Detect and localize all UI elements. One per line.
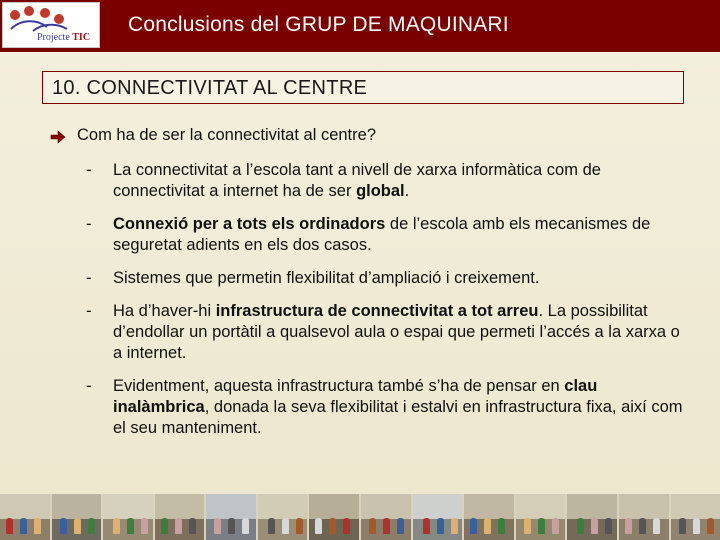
classroom-photo: [258, 494, 308, 540]
dash-marker: -: [86, 377, 92, 395]
logo-figures-icon: [7, 5, 77, 35]
classroom-photo: [361, 494, 411, 540]
projecte-tic-logo: [2, 2, 100, 48]
photo-strip: [0, 494, 720, 540]
main-bullet: [50, 126, 376, 145]
section-title: 10. CONNECTIVITAT AL CENTRE: [52, 77, 368, 99]
dash-marker: -: [86, 215, 92, 233]
classroom-photo: [0, 494, 50, 540]
arrow-right-icon: [50, 130, 66, 144]
list-item-text: Evidentment, aquesta infrastructura també s’ha de pensar en clau inalàmbrica, donada la seva flexibilitat i estalvi en infrastructura fixa, així com el seu manteniment.: [113, 377, 683, 437]
page-title: Conclusions del GRUP DE MAQUINARI: [128, 13, 509, 36]
classroom-photo: [464, 494, 514, 540]
classroom-photo: [206, 494, 256, 540]
list-item-text: Ha d’haver-hi infrastructura de connectivitat a tot arreu. La possibilitat d’endollar un portàtil a qualsevol aula o espai que permeti l’accés a la xarxa o a internet.: [113, 302, 680, 362]
main-bullet-text: Com ha de ser la connectivitat al centre?: [77, 126, 376, 144]
classroom-photo: [155, 494, 205, 540]
section-title-box: [42, 71, 684, 104]
classroom-photo: [619, 494, 669, 540]
dash-marker: -: [86, 269, 92, 287]
classroom-photo: [671, 494, 720, 540]
classroom-photo: [309, 494, 359, 540]
classroom-photo: [52, 494, 102, 540]
dash-marker: -: [86, 161, 92, 179]
header-bar: [0, 0, 720, 52]
classroom-photo: [103, 494, 153, 540]
list-item-text: Connexió per a tots els ordinadors de l’escola amb els mecanismes de seguretat adients en els dos casos.: [113, 215, 651, 254]
list-item-text: La connectivitat a l’escola tant a nivell de xarxa informàtica com de connectivitat a internet ha de ser global.: [113, 161, 601, 200]
classroom-photo: [413, 494, 463, 540]
classroom-photo: [567, 494, 617, 540]
dash-marker: -: [86, 302, 92, 320]
list-item-text: Sistemes que permetin flexibilitat d’ampliació i creixement.: [113, 269, 540, 287]
classroom-photo: [516, 494, 566, 540]
logo-text: Projecte TIC: [37, 32, 91, 43]
